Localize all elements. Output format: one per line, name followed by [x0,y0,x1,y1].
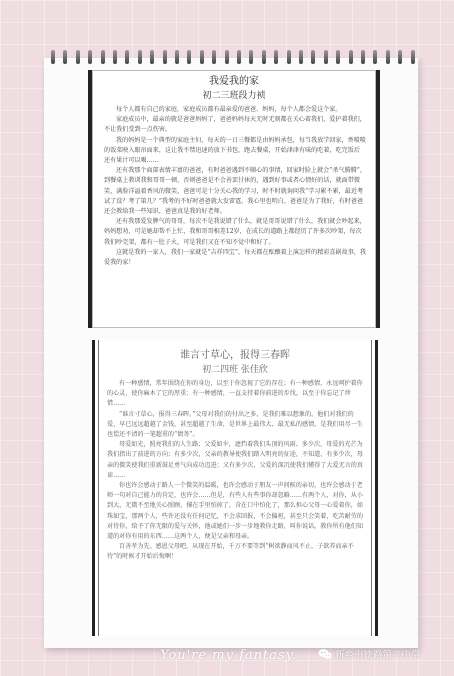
article-2-paragraph: 母爱如光，照亮我们的人生路；父爱如伞，遮挡着我们头顶的风雨。多少次，母爱的光芒为我们指出了前进的方向；有多少次，父亲的教导使我们踏入明亮的征途，不知道，有多少次，母亲的微笑使我们重新鼓足勇气向成功迈进；又有多少次，父爱的深沉使我们懂得了大爱无言的真谛…… [107,441,363,479]
decorative-script-text: You're my fantasy. [160,648,298,663]
account-watermark [318,647,421,661]
article-1-paragraph: 还有我那爱发脾气的哥哥，每次不是我说错了什么，就是哥哥说错了什么，我们就会吵起来，妈妈想劝，可是她却帮不上忙，我和哥哥相差12岁，在成长的道路上都经历了许多次吵架，每次我们吵完架，都有一肚子火，可是我们又在不知不觉中和好了。 [104,218,366,246]
spiral-ring [138,50,142,64]
spiral-ring [311,50,315,64]
spiral-ring [101,50,105,64]
article-2-title: 谁言寸草心，报得三春晖 [180,350,290,361]
article-2-paragraph: 百善孝为先。感恩父母吧，从现在开始，千万不要等到“树欲静而风不止，子欲养而亲不待”的时候才开始后悔啊！ [107,543,354,561]
spiral-ring [163,50,167,64]
article-1-paragraph: 我的妈妈是一个典型的家庭主妇，每天的一日三餐都是由妈妈承包，每当我放学回家，香喷喷的饭菜映入眼帘面来，这让我不禁迅速的放下书包，跑去餐桌，开始津津有味的吃着，吃完饭后还有果汁可以喝…… [104,136,366,165]
article-card-1 [88,70,380,328]
article-2-paragraph: 有一种感情，常年围绕在你的身边，以至于你忽视了它的存在；有一种感情，永远呵护着你的心灵，使你麻木了它的厚重；有一种感情，一直支持着你前进的步伐，以至于你忘记了珍惜…… [107,380,363,408]
article-1-paragraph: 这就是我的一家人，我们一家就是“吉祥四宝”，每天都在酝酿着上演怎样的精彩喜剧故事，我爱我的家！ [104,248,366,267]
spiral-ring [361,50,365,64]
article-2-author: 初二四班 张佳欣 [202,365,268,375]
spiral-ring [175,50,179,64]
article-1-paragraph: 家庭成员中，最亲的就是爸爸妈妈了，爸爸妈妈每天无时无刻都在关心着我们，爱护着我们，不让我们受到一点伤害。 [104,116,366,134]
spiral-ring [336,50,340,64]
article-1-author: 初二三班段力祯 [202,91,266,101]
spiral-ring [386,50,390,64]
spiral-ring [287,50,291,64]
spiral-ring [299,50,303,64]
article-card-2 [92,340,378,636]
spiral-ring [150,50,154,64]
spiral-ring [237,50,241,64]
article-1-body [92,105,376,305]
article-1-paragraph: 还有我那个面部表情丰富的爸爸，有时爸爸遇到不顺心的事情，回家时脸上就会“杀气腾腾”，到餐桌上教训我和哥哥一顿，否则爸爸是不会善罢甘休的，遇到好事或者心情好的话，就面带微笑，满脸洋溢着香风的微笑，爸爸可是十分关心我的学习，时不时就询问我“学习累不累，最近考试了没？考了第几？”我考的不好时爸爸就大发雷霆，我心里也明白，爸爸是为了我好，有时爸爸还会教给我一些知识，爸爸真是我的好老师。 [104,167,366,216]
article-2-paragraph: 你也许会感动于路人一个微笑的温暖，也许会感动于朋友一声问候的亲切，也许会感动于老师一句对自己能力的肯定，也许会……但是，有些人有些事你却忽略……有两个人，对你，从小到大，无微不至地关心照顾，撑在手里怕掉了，含在口中怕化了，那么担心父母一心爱着你，如珠如宝，那两个人，些许还没有任何记忆，不会求回报，不会偏袒，甚至只会笑着，吃苦耐劳的对待你，给予了你无限的爱与关怀，他或她们一步一步地教你走路，叫你说话，教你所有他们知道的对你有用的东西……这两个人，便是父亲和母亲。 [107,482,363,541]
spiral-ring [349,50,353,64]
article-1-title: 我爱我的家 [209,76,259,87]
spiral-ring [262,50,266,64]
spiral-ring [411,50,415,64]
spiral-ring [187,50,191,64]
wechat-icon [318,648,332,660]
spiral-ring [225,50,229,64]
article-2-paragraph: “谁言寸草心，报得三春晖。”父母对我们的付出之多，是我们难以想象的。他们对我们的爱，早已远远超越了金钱，甚至超越了生命，是世界上最伟大、最无私的感情，是我们用尽一生也偿还不清的一笔超重的“债务”。 [107,410,363,439]
spiral-ring [398,50,402,64]
article-2-body [95,379,375,623]
spiral-ring [88,50,92,64]
spiral-ring [373,50,377,64]
spiral-binding [47,50,417,64]
spiral-ring [274,50,278,64]
article-1-paragraph: 每个人都有自己的家庭，家庭成员都有最亲爱的爸爸、妈妈，每个人都会爱这个家。 [116,106,342,113]
spiral-ring [249,50,253,64]
spiral-ring [51,50,55,64]
spiral-ring [125,50,129,64]
spiral-ring [200,50,204,64]
watermark-text: 新乡市铁路第二中学 [335,650,421,661]
spiral-ring [212,50,216,64]
spiral-ring [76,50,80,64]
spiral-ring [324,50,328,64]
spiral-ring [63,50,67,64]
spiral-ring [113,50,117,64]
